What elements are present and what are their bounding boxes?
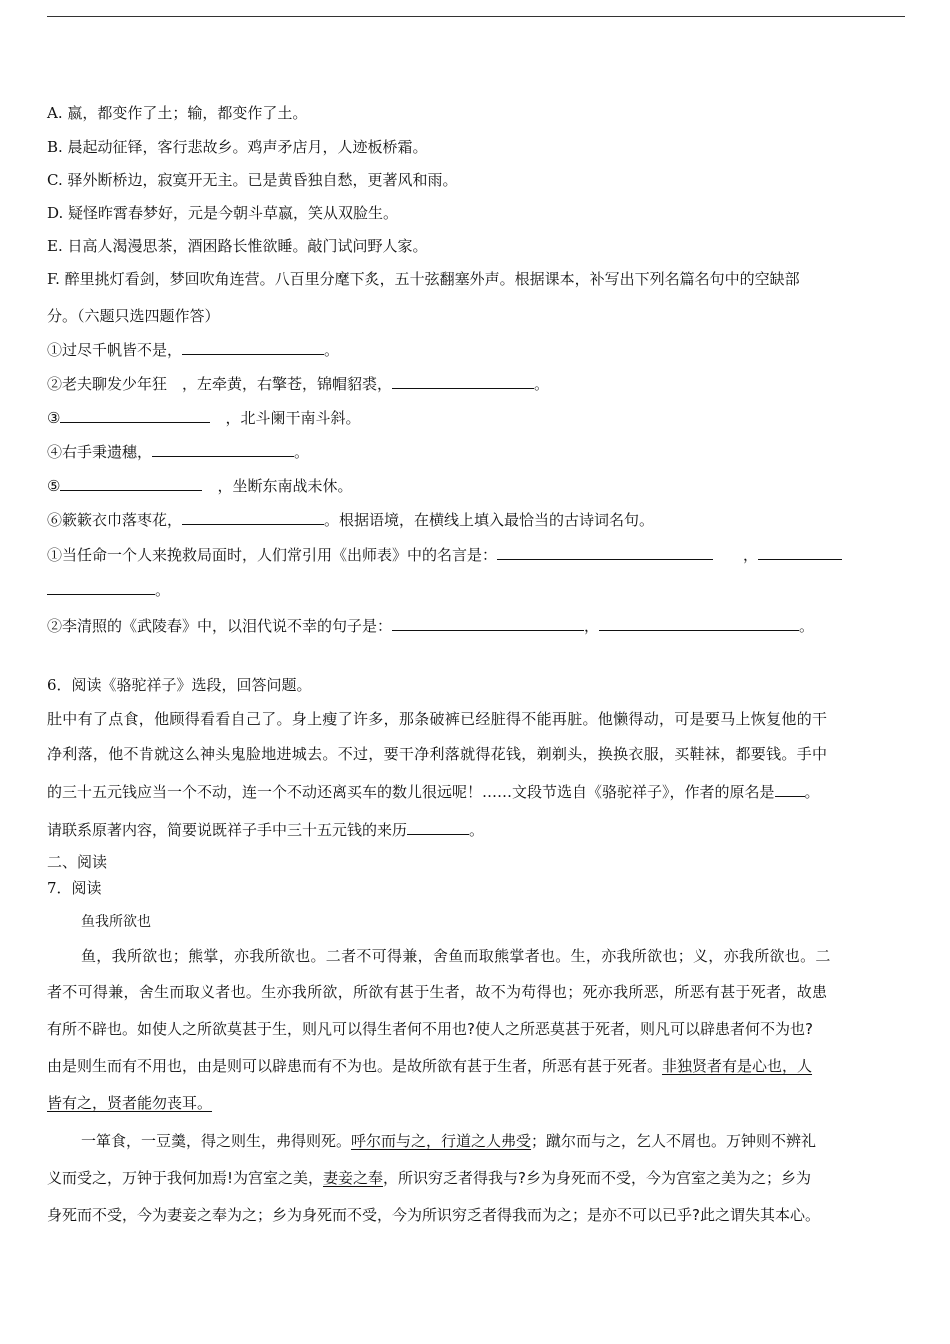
answer-blank[interactable] bbox=[47, 580, 155, 595]
passage-p2-line-1 bbox=[81, 1131, 906, 1151]
fill-item-4-text: ④右手秉遗穗， bbox=[47, 443, 153, 461]
option-a: A. 嬴，都变作了土；输，都变作了土。 bbox=[47, 104, 308, 122]
context-item-1-text: ①当任命一个人来挽救局面时，人们常引用《出师表》中的名言是： bbox=[47, 546, 498, 564]
fill-item-3-text: ③ bbox=[47, 409, 61, 427]
fill-item-4 bbox=[47, 442, 906, 462]
fill-item-6-end: 。根据语境，在横线上填入最恰当的古诗词名句。 bbox=[324, 511, 655, 529]
fill-item-5 bbox=[47, 476, 906, 496]
header-rule bbox=[47, 16, 905, 17]
answer-blank[interactable] bbox=[392, 374, 534, 389]
answer-blank[interactable] bbox=[599, 616, 799, 631]
q5-instruction: 分。（六题只选四题作答） bbox=[47, 307, 220, 325]
context-item-1-cont bbox=[47, 580, 906, 600]
option-c: C. 驿外断桥边，寂寞开无主。已是黄昏独自愁，更著风和雨。 bbox=[47, 171, 458, 189]
context-item-1-end: 。 bbox=[155, 581, 171, 599]
answer-blank[interactable] bbox=[758, 545, 842, 560]
fill-item-2-end: 。 bbox=[534, 375, 550, 393]
passage-p1-line-3: 有所不辟也。如使人之所欲莫甚于生，则凡可以得生者何不用也?使人之所恶莫甚于死者，则凡可以辟患者何不为也? bbox=[47, 1020, 813, 1038]
passage-p1-line-1: 鱼，我所欲也；熊掌，亦我所欲也。二者不可得兼，舍鱼而取熊掌者也。生，亦我所欲也；义，亦我所欲也。二 bbox=[81, 947, 831, 965]
fill-item-2-text: ②老夫聊发少年狂 ，左牵黄，右擎苍，锦帽貂裘， bbox=[47, 375, 393, 393]
option-e: E. 日高人渴漫思茶，酒困路长惟欲睡。敲门试问野人家。 bbox=[47, 237, 428, 255]
q6-passage-line-3 bbox=[47, 782, 906, 802]
underlined-phrase-2: 妻妾之奉 bbox=[323, 1169, 384, 1187]
passage-title: 鱼我所欲也 bbox=[81, 914, 151, 930]
answer-blank[interactable] bbox=[60, 408, 210, 423]
q6-passage-line-1: 肚中有了点食，他顾得看看自己了。身上瘦了许多，那条破裤已经脏得不能再脏。他懒得动，可是要马上恢复他的干 bbox=[47, 710, 828, 728]
answer-blank[interactable] bbox=[497, 545, 713, 560]
q6-line-3-text: 的三十五元钱应当一个不动，连一个不动还离买车的数儿很远呢！……文段节选自《骆驼祥子》，作者的原名是 bbox=[47, 783, 775, 801]
context-item-2 bbox=[47, 616, 906, 636]
fill-item-5-text: ⑤ bbox=[47, 477, 61, 495]
q6-passage-line-4 bbox=[47, 820, 906, 840]
answer-blank[interactable] bbox=[60, 476, 202, 491]
context-item-2-text: ②李清照的《武陵春》中，以泪代说不幸的句子是： bbox=[47, 617, 393, 635]
q6-line-3-end: 。 bbox=[804, 783, 820, 801]
p2-line-1-b: ；蹴尔而与之，乞人不屑也。万钟则不辨礼 bbox=[531, 1132, 817, 1150]
q6-title: 6．阅读《骆驼祥子》选段，回答问题。 bbox=[47, 676, 312, 694]
fill-item-3-end: ，北斗阑干南斗斜。 bbox=[210, 409, 361, 427]
fill-item-1-text: ①过尽千帆皆不是， bbox=[47, 341, 183, 359]
option-b: B. 晨起动征铎，客行悲故乡。鸡声矛店月，人迹板桥霜。 bbox=[47, 138, 428, 156]
p2-line-1-a: 一箪食，一豆羹，得之则生，弗得则死。 bbox=[81, 1132, 352, 1150]
answer-blank[interactable] bbox=[392, 616, 584, 631]
passage-p2-line-2 bbox=[47, 1168, 906, 1188]
q6-line-4-text: 请联系原著内容，简要说既祥子手中三十五元钱的来历 bbox=[47, 821, 408, 839]
q6-line-4-end: 。 bbox=[469, 821, 485, 839]
answer-blank[interactable] bbox=[182, 510, 324, 525]
fill-item-2 bbox=[47, 374, 906, 394]
section-heading: 二、阅读 bbox=[47, 853, 108, 871]
context-item-2-end: 。 bbox=[799, 617, 815, 635]
fill-item-5-end: ，坐断东南战未休。 bbox=[202, 477, 353, 495]
fill-item-6-text: ⑥簌簌衣巾落枣花， bbox=[47, 511, 183, 529]
fill-item-4-end: 。 bbox=[294, 443, 310, 461]
passage-p1-line-4 bbox=[47, 1056, 906, 1076]
answer-blank[interactable] bbox=[407, 820, 469, 835]
p2-line-2-a: 义而受之，万钟于我何加焉!为宫室之美， bbox=[47, 1169, 324, 1187]
context-item-1 bbox=[47, 545, 906, 565]
context-item-2-sep: ， bbox=[584, 617, 600, 635]
passage-p2-line-3: 身死而不受，今为妻妾之奉为之；乡为身死而不受，今为所识穷乏者得我而为之；是亦不可以已乎?此之谓失其本心。 bbox=[47, 1206, 820, 1224]
answer-blank[interactable] bbox=[152, 442, 294, 457]
p2-line-2-b: ，所识穷乏者得我与?乡为身死而不受，今为宫室之美为之；乡为 bbox=[383, 1169, 811, 1187]
context-item-1-sep: ， bbox=[713, 546, 759, 564]
passage-p1-line-2: 者不可得兼，舍生而取义者也。生亦我所欲，所欲有甚于生者，故不为苟得也；死亦我所恶，所恶有甚于死者，故患 bbox=[47, 983, 828, 1001]
underlined-sentence-cont: 皆有之，贤者能勿丧耳。 bbox=[47, 1094, 213, 1112]
fill-item-6 bbox=[47, 510, 906, 530]
option-f: F. 醉里挑灯看剑，梦回吹角连营。八百里分麾下炙，五十弦翻塞外声。根据课本，补写出下列名篇名句中的空缺部 bbox=[47, 270, 800, 288]
answer-blank[interactable] bbox=[182, 340, 324, 355]
answer-blank[interactable] bbox=[775, 782, 805, 797]
fill-item-1 bbox=[47, 340, 906, 360]
q7-title: 7．阅读 bbox=[47, 879, 102, 897]
p1-line-4-text: 由是则生而有不用也，由是则可以辟患而有不为也。是故所欲有甚于生者，所恶有甚于死者。 bbox=[47, 1057, 663, 1075]
passage-p1-line-5 bbox=[47, 1093, 906, 1113]
fill-item-1-end: 。 bbox=[324, 341, 340, 359]
q6-passage-line-2: 净利落，他不肯就这么神头鬼脸地进城去。不过，要干净利落就得花钱，剃剃头，换换衣服，买鞋袜，都要钱。手中 bbox=[47, 745, 828, 763]
underlined-phrase: 呼尔而与之，行道之人弗受 bbox=[351, 1132, 532, 1150]
fill-item-3 bbox=[47, 408, 906, 428]
underlined-sentence: 非独贤者有是心也，人 bbox=[662, 1057, 813, 1075]
option-d: D. 疑怪昨霄春梦好，元是今朝斗草嬴，笑从双脸生。 bbox=[47, 204, 399, 222]
